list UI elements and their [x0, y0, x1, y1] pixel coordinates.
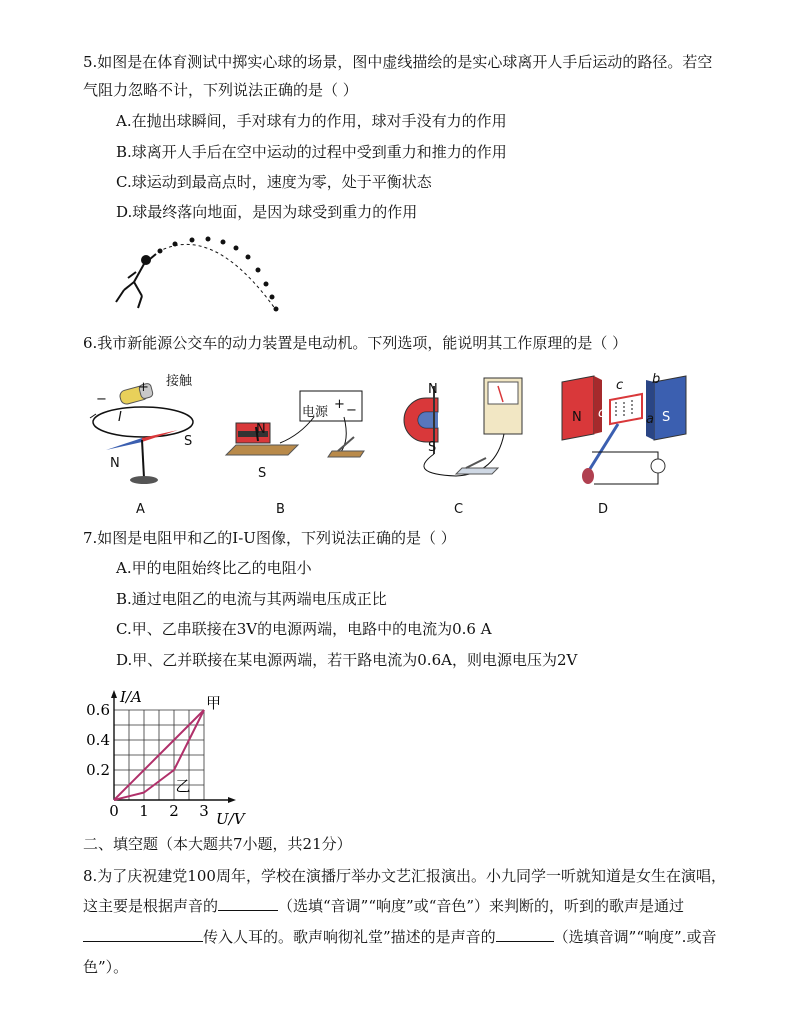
q6d-a-label: a — [646, 412, 654, 427]
q6-label-c: C — [454, 502, 464, 517]
q6a-current-label: I — [118, 410, 122, 425]
chart-text — [86, 688, 247, 828]
q6a-n-label: N — [110, 456, 120, 471]
q6a-s-label: S — [184, 434, 193, 449]
iu-chart — [84, 680, 254, 830]
q5-option-d: D.球最终落向地面，是因为球受到重力的作用 — [116, 203, 418, 221]
x-tick-label: 0 — [109, 802, 119, 820]
q6b-s-label: S — [258, 466, 267, 481]
q8-blank-3[interactable] — [496, 927, 554, 942]
q8-line3 — [83, 927, 716, 947]
series-label-yi: 乙 — [175, 777, 191, 795]
x-tick-label: 3 — [199, 802, 209, 820]
q8-line1: 8.为了庆祝建党100周年，学校在演播厅举办文艺汇报演出。小九同学一听就知道是女生在演唱， — [83, 867, 726, 885]
y-axis-arrow — [111, 690, 117, 698]
q6-label-b: B — [276, 502, 285, 517]
q7-option-c: C.甲、乙串联接在3V的电源两端，电路中的电流为0.6 A — [116, 620, 492, 638]
y-tick-label: 0.6 — [86, 701, 110, 719]
q5-option-b: B.球离开人手后在空中运动的过程中受到重力和推力的作用 — [116, 143, 507, 161]
x-axis-arrow — [228, 797, 236, 803]
q8-blank-1[interactable] — [218, 896, 278, 911]
ball-trajectory — [158, 244, 276, 310]
q6d-d-label: d — [598, 406, 607, 421]
y-tick-label: 0.2 — [86, 761, 110, 779]
q8-line4: 色”）。 — [83, 958, 129, 976]
q5-stem-line2: 气阻力忽略不计，下列说法正确的是（ ） — [83, 81, 358, 99]
q6b-minus-label: − — [346, 403, 357, 418]
q6a-minus-label: − — [96, 392, 107, 407]
q8-line2 — [83, 896, 684, 916]
q7-option-b: B.通过电阻乙的电流与其两端电压成正比 — [116, 590, 387, 608]
q5-stem-line1: 5.如图是在体育测试中掷实心球的场景，图中虚线描绘的是实心球离开人手后运动的路径。若空 — [83, 53, 713, 71]
q6-label-d: D — [598, 502, 609, 517]
q8-line2-part-b: （选填“音调”“响度”或“音色”）来判断的，听到的歌声是通过 — [278, 897, 685, 915]
q7-option-d: D.甲、乙并联接在某电源两端，若干路电流为0.6A，则电源电压为2V — [116, 651, 578, 669]
q6-figure-c — [386, 374, 526, 486]
x-tick-label: 2 — [169, 802, 179, 820]
q7-stem: 7.如图是电阻甲和乙的I-U图像，下列说法正确的是（ ） — [83, 529, 456, 547]
q5-option-a: A.在抛出球瞬间，手对球有力的作用，球对手没有力的作用 — [116, 112, 507, 130]
q6d-n-label: N — [572, 410, 582, 425]
q8-line2-part-a: 这主要是根据声音的 — [83, 897, 219, 915]
q6d-c-label: c — [616, 378, 624, 393]
shotput-figure — [108, 232, 288, 318]
q6-label-a: A — [136, 502, 145, 517]
x-axis-label: U/V — [216, 810, 245, 828]
q5-option-c: C.球运动到最高点时，速度为零，处于平衡状态 — [116, 173, 432, 191]
q6d-b-label: b — [652, 372, 661, 387]
q8-blank-2[interactable] — [83, 927, 203, 942]
q6d-s-label: S — [662, 410, 671, 425]
q6b-n-label: N — [256, 422, 266, 437]
q6c-s-label: S — [428, 440, 437, 455]
q8-line3-part-b: （选填音调”“响度”.或音 — [553, 928, 717, 946]
ball-positions — [158, 237, 279, 312]
q7-option-a: A.甲的电阻始终比乙的电阻小 — [116, 559, 312, 577]
q6c-n-label: N — [428, 382, 438, 397]
thrower-figure — [116, 254, 156, 308]
q6b-plus-label: + — [334, 397, 345, 412]
x-tick-label: 1 — [139, 802, 149, 820]
q6-stem: 6.我市新能源公交车的动力装置是电动机。下列选项，能说明其工作原理的是（ ） — [83, 334, 628, 352]
q6b-power-label: 电源 — [302, 405, 329, 420]
y-tick-label: 0.4 — [86, 731, 110, 749]
q6a-contact-label: 接触 — [166, 374, 193, 389]
y-axis-label: I/A — [120, 688, 142, 706]
series-label-jia: 甲 — [206, 694, 222, 712]
section2-heading: 二、填空题（本大题共7小题，共21分） — [83, 835, 352, 853]
q6-figure-b — [220, 385, 370, 480]
q8-line3-part-a: 传入人耳的。歌声响彻礼堂”描述的是声音的 — [203, 928, 496, 946]
q6a-plus-label: + — [138, 380, 149, 395]
